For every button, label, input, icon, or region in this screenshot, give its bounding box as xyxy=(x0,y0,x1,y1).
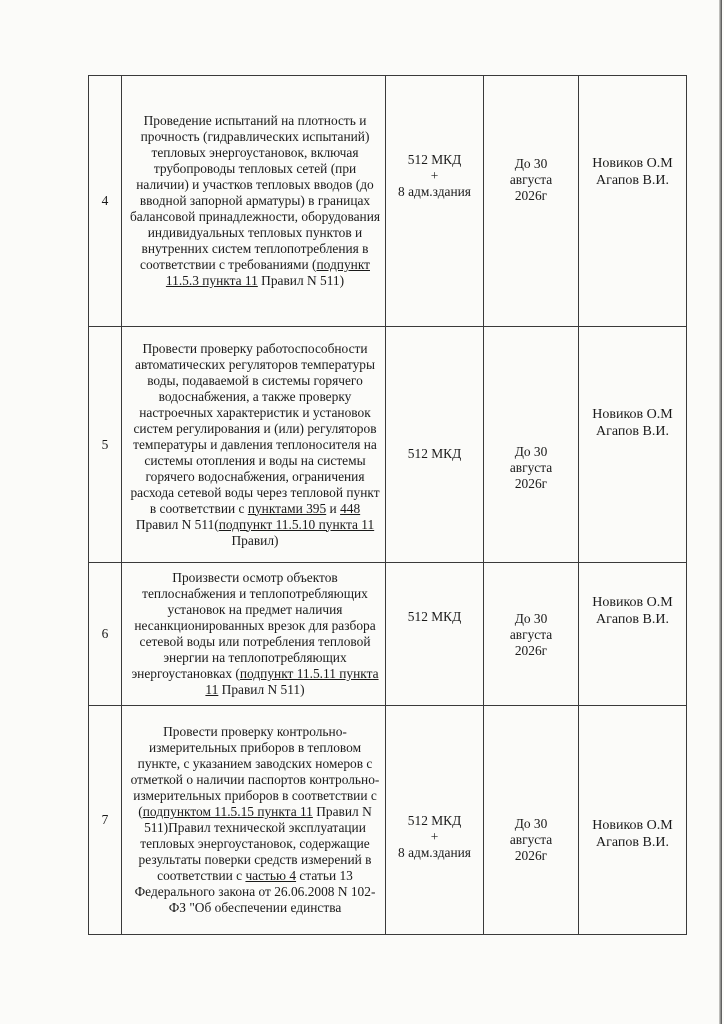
objects-count-line: 512 МКД xyxy=(407,152,462,167)
deadline-line: 2026г xyxy=(514,848,548,863)
row-number: 6 xyxy=(89,563,122,706)
deadline xyxy=(484,706,579,935)
table-row xyxy=(89,563,687,706)
legal-reference-link[interactable]: подпункт 11.5.11 пункта 11 xyxy=(205,666,379,697)
description-text: Произвести осмотр объектов теплоснабжения и теплопотребляющих установок на предмет наличия несанкционированных врезок для разбора сетевой воды или потребления тепловой энергии на теплопотребляющих энергоустановках ( xyxy=(131,570,376,681)
legal-reference-link[interactable]: подпункт 11.5.3 пункта 11 xyxy=(165,257,370,288)
legal-reference-link[interactable]: подпунктом 11.5.15 пункта 11 xyxy=(142,804,313,819)
legal-reference-link[interactable]: пунктами 395 xyxy=(247,500,327,516)
objects-count xyxy=(386,76,484,327)
description-text: Правил N 511)Правил технической эксплуатации тепловых энергоустановок, содержащие результаты поверки средств измерений в соответствии с xyxy=(138,804,372,883)
objects-count xyxy=(386,563,484,706)
deadline-line: августа xyxy=(509,832,553,847)
deadline-line: августа xyxy=(509,172,553,187)
responsible-persons-line: Новиков О.М xyxy=(592,818,673,833)
deadline-line: 2026г xyxy=(514,476,548,491)
description-text: статьи 13 Федерального закона от 26.06.2008 N 102-ФЗ "Об обеспечении единства xyxy=(134,868,376,915)
objects-count-line: 8 адм.здания xyxy=(398,184,471,199)
objects-count-line: 512 МКД xyxy=(407,813,462,828)
description-text: Провести проверку контрольно-измерительных приборов в тепловом пункте, с указанием заводских номеров с отметкой о наличии паспортов контрольно-измерительных приборов в соответствии с ( xyxy=(130,724,380,819)
deadline-line: До 30 xyxy=(514,611,548,626)
deadline-line: До 30 xyxy=(514,444,548,459)
table-row xyxy=(89,706,687,935)
responsible-persons-line: Агапов В.И. xyxy=(596,835,669,850)
responsible-persons-line: Агапов В.И. xyxy=(596,612,669,627)
page-edge xyxy=(719,0,722,1024)
objects-count-line: + xyxy=(430,829,439,844)
row-number: 4 xyxy=(89,76,122,327)
description-text: и xyxy=(326,500,341,516)
task-description xyxy=(122,563,386,706)
table-row xyxy=(89,76,687,327)
responsible-persons xyxy=(579,706,687,935)
responsible-persons xyxy=(579,563,687,706)
task-description xyxy=(122,76,386,327)
deadline xyxy=(484,76,579,327)
description-text: Провести проверку работоспособности автоматических регуляторов температуры воды, подаваемой в системы горячего водоснабжения, а также проверку настроечных характеристик и установок систем регулирования и (или) регуляторов температуры и давления теплоносителя на системы отопления и воды на системы горячего водоснабжения, ограничения расхода сетевой воды через тепловой пункт в соответствии с xyxy=(130,340,380,516)
responsible-persons xyxy=(579,327,687,563)
responsible-persons-line: Агапов В.И. xyxy=(596,424,669,439)
deadline-line: августа xyxy=(509,627,553,642)
responsible-persons-line: Новиков О.М xyxy=(592,407,673,422)
plan-table-body xyxy=(89,76,687,935)
responsible-persons-line: Новиков О.М xyxy=(592,595,673,610)
deadline-line: До 30 xyxy=(514,816,548,831)
description-text: Правил N 511( xyxy=(135,516,219,532)
row-number: 5 xyxy=(89,327,122,563)
objects-count-line: + xyxy=(430,168,439,183)
deadline-line: 2026г xyxy=(514,643,548,658)
deadline xyxy=(484,563,579,706)
plan-table xyxy=(88,75,687,935)
description-text: Правил N 511) xyxy=(218,682,305,697)
row-number: 7 xyxy=(89,706,122,935)
deadline-line: 2026г xyxy=(514,188,548,203)
legal-reference-link[interactable]: 448 xyxy=(340,500,361,516)
table-row xyxy=(89,327,687,563)
objects-count xyxy=(386,706,484,935)
deadline xyxy=(484,327,579,563)
legal-reference-link[interactable]: частью 4 xyxy=(245,868,297,883)
description-text: Проведение испытаний на плотность и прочность (гидравлических испытаний) тепловых энергоустановок, включая трубопроводы тепловых сетей (при наличии) и участков тепловых вводов (до вводной запорной арматуры) в границах балансовой принадлежности, оборудования индивидуальных тепловых пунктов и внутренних систем теплопотребления в соответствии с требованиями ( xyxy=(129,113,381,272)
objects-count-line: 512 МКД xyxy=(407,446,462,461)
task-description xyxy=(122,706,386,935)
objects-count-line: 8 адм.здания xyxy=(398,845,471,860)
task-description xyxy=(122,327,386,563)
responsible-persons-line: Агапов В.И. xyxy=(596,173,669,188)
objects-count-line: 512 МКД xyxy=(407,609,462,624)
deadline-line: августа xyxy=(509,460,553,475)
objects-count xyxy=(386,327,484,563)
legal-reference-link[interactable]: подпункт 11.5.10 пункта 11 xyxy=(218,516,375,532)
responsible-persons-line: Новиков О.М xyxy=(592,156,673,171)
responsible-persons xyxy=(579,76,687,327)
description-text: Правил N 511) xyxy=(257,273,345,288)
deadline-line: До 30 xyxy=(514,156,548,171)
description-text: Правил) xyxy=(231,532,279,548)
